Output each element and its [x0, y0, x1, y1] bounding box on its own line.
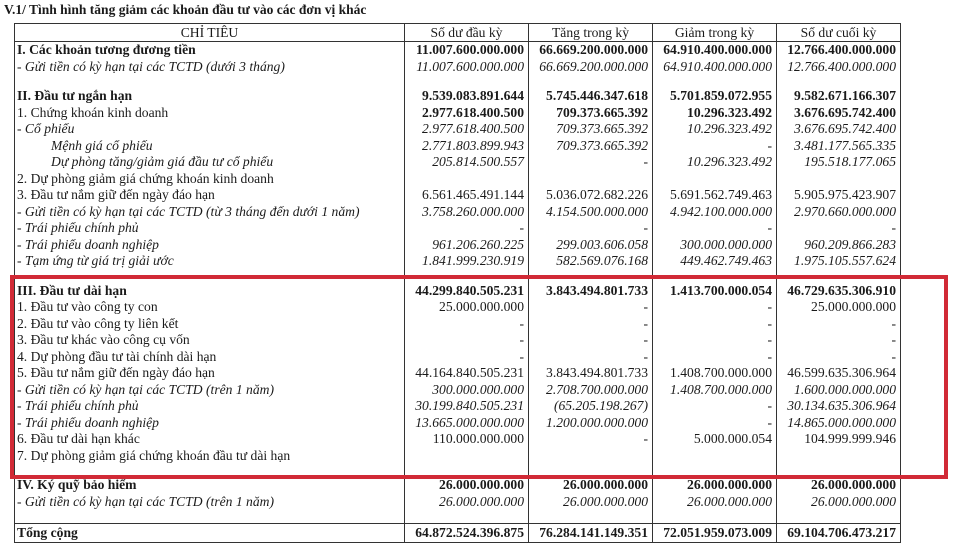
increase-cell: 299.003.606.058 [529, 237, 653, 254]
increase-cell: - [529, 431, 653, 448]
table-row [15, 494, 901, 511]
row-label: - Trái phiếu chính phủ [15, 220, 405, 237]
table-row [15, 349, 901, 366]
increase-cell: 5.036.072.682.226 [529, 187, 653, 204]
decrease-cell: 1.408.700.000.000 [653, 382, 777, 399]
table-row [15, 365, 901, 382]
closing-balance-cell: 46.729.635.306.910 [777, 283, 901, 300]
decrease-cell: - [653, 332, 777, 349]
increase-cell [529, 171, 653, 188]
spacer-row [15, 464, 901, 477]
closing-balance-cell: 9.582.671.166.307 [777, 88, 901, 105]
opening-balance-cell: 3.758.260.000.000 [405, 204, 529, 221]
closing-balance-cell [777, 75, 901, 88]
increase-cell: 76.284.141.149.351 [529, 524, 653, 543]
closing-balance-cell [777, 464, 901, 477]
table-row [15, 283, 901, 300]
closing-balance-cell [777, 510, 901, 524]
row-label: III. Đầu tư dài hạn [15, 283, 405, 300]
opening-balance-cell: - [405, 220, 529, 237]
total-row [15, 524, 901, 543]
closing-balance-cell: 30.134.635.306.964 [777, 398, 901, 415]
closing-balance-cell: - [777, 220, 901, 237]
opening-balance-cell: 30.199.840.505.231 [405, 398, 529, 415]
row-label: Dự phòng tăng/giảm giá đầu tư cổ phiếu [15, 154, 405, 171]
opening-balance-cell: 2.977.618.400.500 [405, 105, 529, 122]
row-label [15, 464, 405, 477]
investment-table [14, 23, 901, 543]
row-label: II. Đầu tư ngắn hạn [15, 88, 405, 105]
increase-cell: 582.569.076.168 [529, 253, 653, 270]
row-label: I. Các khoản tương đương tiền [15, 42, 405, 59]
increase-cell: 1.200.000.000.000 [529, 415, 653, 432]
increase-cell: 66.669.200.000.000 [529, 42, 653, 59]
decrease-cell [653, 270, 777, 283]
closing-balance-cell: 26.000.000.000 [777, 477, 901, 494]
table-row [15, 154, 901, 171]
table-row [15, 105, 901, 122]
opening-balance-cell: 205.814.500.557 [405, 154, 529, 171]
opening-balance-cell: 64.872.524.396.875 [405, 524, 529, 543]
row-label: - Gửi tiền có kỳ hạn tại các TCTD (trên 1 năm) [15, 494, 405, 511]
row-label: - Trái phiếu doanh nghiệp [15, 415, 405, 432]
table-row [15, 237, 901, 254]
decrease-cell: - [653, 316, 777, 333]
decrease-cell: - [653, 349, 777, 366]
increase-cell: 709.373.665.392 [529, 121, 653, 138]
closing-balance-cell: 46.599.635.306.964 [777, 365, 901, 382]
table-row [15, 59, 901, 76]
table-row [15, 42, 901, 59]
decrease-cell: - [653, 415, 777, 432]
closing-balance-cell: 69.104.706.473.217 [777, 524, 901, 543]
decrease-cell: 300.000.000.000 [653, 237, 777, 254]
increase-cell: 66.669.200.000.000 [529, 59, 653, 76]
increase-cell: - [529, 220, 653, 237]
table-row [15, 121, 901, 138]
header-decrease: Giảm trong kỳ [653, 24, 777, 42]
row-label: 3. Đầu tư khác vào công cụ vốn [15, 332, 405, 349]
closing-balance-cell: - [777, 316, 901, 333]
increase-cell: 709.373.665.392 [529, 138, 653, 155]
table-row [15, 299, 901, 316]
increase-cell: - [529, 316, 653, 333]
closing-balance-cell: 26.000.000.000 [777, 494, 901, 511]
opening-balance-cell [405, 464, 529, 477]
closing-balance-cell: 1.600.000.000.000 [777, 382, 901, 399]
decrease-cell: 26.000.000.000 [653, 477, 777, 494]
closing-balance-cell [777, 270, 901, 283]
section-title: V.1/ Tình hình tăng giảm các khoản đầu tư vào các đơn vị khác [4, 2, 367, 17]
decrease-cell: 64.910.400.000.000 [653, 59, 777, 76]
increase-cell: - [529, 332, 653, 349]
increase-cell: (65.205.198.267) [529, 398, 653, 415]
row-label: - Tạm ứng từ giá trị giải ước [15, 253, 405, 270]
row-label [15, 270, 405, 283]
opening-balance-cell [405, 171, 529, 188]
closing-balance-cell: 960.209.866.283 [777, 237, 901, 254]
row-label: 3. Đầu tư nắm giữ đến ngày đáo hạn [15, 187, 405, 204]
table-row [15, 88, 901, 105]
decrease-cell: 10.296.323.492 [653, 121, 777, 138]
increase-cell: 26.000.000.000 [529, 494, 653, 511]
row-label: Tổng cộng [15, 524, 405, 543]
opening-balance-cell: 26.000.000.000 [405, 477, 529, 494]
increase-cell [529, 448, 653, 465]
row-label: 1. Đầu tư vào công ty con [15, 299, 405, 316]
decrease-cell: 1.413.700.000.054 [653, 283, 777, 300]
decrease-cell: 72.051.959.073.009 [653, 524, 777, 543]
increase-cell: 3.843.494.801.733 [529, 283, 653, 300]
closing-balance-cell: 2.970.660.000.000 [777, 204, 901, 221]
increase-cell: 2.708.700.000.000 [529, 382, 653, 399]
closing-balance-cell: 14.865.000.000.000 [777, 415, 901, 432]
row-label [15, 75, 405, 88]
opening-balance-cell: - [405, 332, 529, 349]
opening-balance-cell: 26.000.000.000 [405, 494, 529, 511]
row-label: IV. Ký quỹ bảo hiểm [15, 477, 405, 494]
increase-cell: - [529, 349, 653, 366]
opening-balance-cell: 1.841.999.230.919 [405, 253, 529, 270]
decrease-cell: 5.000.000.054 [653, 431, 777, 448]
opening-balance-cell [405, 75, 529, 88]
header-closing-balance: Số dư cuối kỳ [777, 24, 901, 42]
spacer-row [15, 510, 901, 524]
row-label: - Trái phiếu doanh nghiệp [15, 237, 405, 254]
opening-balance-cell: 11.007.600.000.000 [405, 59, 529, 76]
opening-balance-cell: 110.000.000.000 [405, 431, 529, 448]
opening-balance-cell: 2.771.803.899.943 [405, 138, 529, 155]
closing-balance-cell: 25.000.000.000 [777, 299, 901, 316]
table-row [15, 187, 901, 204]
closing-balance-cell: 1.975.105.557.624 [777, 253, 901, 270]
row-label: - Cổ phiếu [15, 121, 405, 138]
decrease-cell: 64.910.400.000.000 [653, 42, 777, 59]
decrease-cell: 5.691.562.749.463 [653, 187, 777, 204]
opening-balance-cell: - [405, 349, 529, 366]
closing-balance-cell: 3.481.177.565.335 [777, 138, 901, 155]
table-row [15, 253, 901, 270]
decrease-cell: 5.701.859.072.955 [653, 88, 777, 105]
decrease-cell: 10.296.323.492 [653, 105, 777, 122]
table-row [15, 448, 901, 465]
increase-cell [529, 464, 653, 477]
row-label: 2. Dự phòng giảm giá chứng khoán kinh doanh [15, 171, 405, 188]
decrease-cell [653, 464, 777, 477]
table-row [15, 171, 901, 188]
header-opening-balance: Số dư đầu kỳ [405, 24, 529, 42]
table-row [15, 138, 901, 155]
opening-balance-cell: 25.000.000.000 [405, 299, 529, 316]
decrease-cell [653, 448, 777, 465]
table-row [15, 220, 901, 237]
decrease-cell: 10.296.323.492 [653, 154, 777, 171]
table-row [15, 382, 901, 399]
row-label: 1. Chứng khoán kinh doanh [15, 105, 405, 122]
closing-balance-cell [777, 171, 901, 188]
table-row [15, 332, 901, 349]
opening-balance-cell: 11.007.600.000.000 [405, 42, 529, 59]
closing-balance-cell: - [777, 332, 901, 349]
decrease-cell [653, 510, 777, 524]
closing-balance-cell: 12.766.400.000.000 [777, 59, 901, 76]
table-row [15, 398, 901, 415]
table-row [15, 204, 901, 221]
increase-cell: 709.373.665.392 [529, 105, 653, 122]
row-label: Mệnh giá cổ phiếu [15, 138, 405, 155]
increase-cell [529, 510, 653, 524]
row-label: 4. Dự phòng đầu tư tài chính dài hạn [15, 349, 405, 366]
closing-balance-cell [777, 448, 901, 465]
opening-balance-cell: 961.206.260.225 [405, 237, 529, 254]
opening-balance-cell: 44.299.840.505.231 [405, 283, 529, 300]
increase-cell: - [529, 299, 653, 316]
closing-balance-cell: 5.905.975.423.907 [777, 187, 901, 204]
opening-balance-cell [405, 270, 529, 283]
decrease-cell: - [653, 299, 777, 316]
closing-balance-cell: 195.518.177.065 [777, 154, 901, 171]
table-row [15, 477, 901, 494]
row-label: - Gửi tiền có kỳ hạn tại các TCTD (từ 3 tháng đến dưới 1 năm) [15, 204, 405, 221]
increase-cell: - [529, 154, 653, 171]
opening-balance-cell: 13.665.000.000.000 [405, 415, 529, 432]
increase-cell: 5.745.446.347.618 [529, 88, 653, 105]
row-label: 5. Đầu tư nắm giữ đến ngày đáo hạn [15, 365, 405, 382]
closing-balance-cell: 12.766.400.000.000 [777, 42, 901, 59]
spacer-row [15, 270, 901, 283]
increase-cell: 26.000.000.000 [529, 477, 653, 494]
opening-balance-cell [405, 510, 529, 524]
decrease-cell: - [653, 138, 777, 155]
increase-cell: 4.154.500.000.000 [529, 204, 653, 221]
increase-cell [529, 75, 653, 88]
closing-balance-cell: 104.999.999.946 [777, 431, 901, 448]
decrease-cell: - [653, 398, 777, 415]
table-row [15, 415, 901, 432]
row-label: 7. Dự phòng giảm giá chứng khoán đầu tư dài hạn [15, 448, 405, 465]
row-label: - Gửi tiền có kỳ hạn tại các TCTD (dưới 3 tháng) [15, 59, 405, 76]
decrease-cell: 4.942.100.000.000 [653, 204, 777, 221]
header-indicator: CHỈ TIÊU [15, 24, 405, 42]
table-row [15, 316, 901, 333]
row-label [15, 510, 405, 524]
opening-balance-cell: 6.561.465.491.144 [405, 187, 529, 204]
decrease-cell: 449.462.749.463 [653, 253, 777, 270]
row-label: - Trái phiếu chính phủ [15, 398, 405, 415]
table-row [15, 431, 901, 448]
opening-balance-cell: 44.164.840.505.231 [405, 365, 529, 382]
decrease-cell: 1.408.700.000.000 [653, 365, 777, 382]
decrease-cell [653, 171, 777, 188]
spacer-row [15, 75, 901, 88]
row-label: 6. Đầu tư dài hạn khác [15, 431, 405, 448]
increase-cell: 3.843.494.801.733 [529, 365, 653, 382]
closing-balance-cell: 3.676.695.742.400 [777, 121, 901, 138]
header-increase: Tăng trong kỳ [529, 24, 653, 42]
opening-balance-cell [405, 448, 529, 465]
opening-balance-cell: 300.000.000.000 [405, 382, 529, 399]
opening-balance-cell: 2.977.618.400.500 [405, 121, 529, 138]
increase-cell [529, 270, 653, 283]
row-label: - Gửi tiền có kỳ hạn tại các TCTD (trên 1 năm) [15, 382, 405, 399]
row-label: 2. Đầu tư vào công ty liên kết [15, 316, 405, 333]
header-row [15, 24, 901, 42]
opening-balance-cell: 9.539.083.891.644 [405, 88, 529, 105]
decrease-cell: 26.000.000.000 [653, 494, 777, 511]
decrease-cell [653, 75, 777, 88]
decrease-cell: - [653, 220, 777, 237]
opening-balance-cell: - [405, 316, 529, 333]
closing-balance-cell: 3.676.695.742.400 [777, 105, 901, 122]
closing-balance-cell: - [777, 349, 901, 366]
